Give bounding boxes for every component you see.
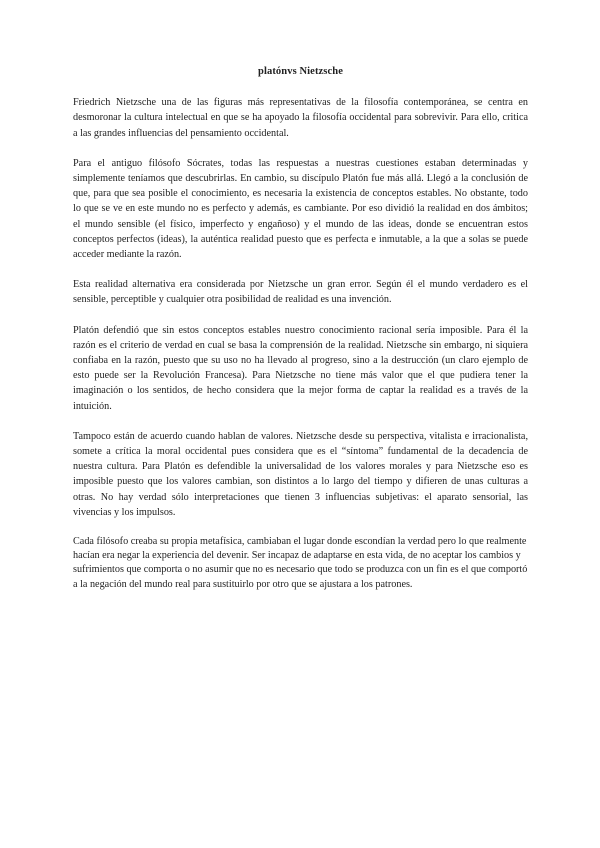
paragraph-5: Tampoco están de acuerdo cuando hablan de valores. Nietzsche desde su perspectiva, vitalista e irracionalista, somete a crítica la moral occidental pues considera que es el “síntoma” fundamental de la decadencia de nuestra cultura. Para Platón es defendible la universalidad de los valores morales y para Nietzsche eso es imposible puesto que los valores cambian, son distintos a lo largo del tiempo y difieren de unas culturas a otras. No hay verdad sólo interpretaciones que tienen 3 influencias subjetivas: el aparato sensorial, las vivencias y los impulsos. — [73, 430, 528, 518]
paragraph-2: Para el antiguo filósofo Sócrates, todas las respuestas a nuestras cuestiones estaban determinadas y simplemente teníamos que descubrirlas. En cambio, su discípulo Platón fue más allá. Llegó a la conclusión de que, para que sea posible el conocimiento, es necesaria la existencia de conceptos estables. No obstante, todo lo que se ve en este mundo no es perfecto y además, es cambiante. Por eso dividió la realidad en dos ámbitos; el mundo sensible (el físico, imperfecto y engañoso) y el mundo de las ideas, donde se encuentran estos conceptos perfectos (ideas), la auténtica realidad puesto que es perfecta e inmutable, a la que a solas se puede acceder mediante la razón. — [73, 157, 528, 261]
paragraph-1: Friedrich Nietzsche una de las figuras más representativas de la filosofía contemporánea, se centra en desmoronar la cultura intelectual en que se ha apoyado la filosofía occidental para sobrevivir. Para ello, critica a las grandes influencias del pensamiento occidental. — [73, 97, 528, 139]
document-body — [73, 64, 528, 607]
paragraph-6: Cada filósofo creaba su propia metafísica, cambiaban el lugar donde escondían la verdad pero lo que realmente hacían era negar la experiencia del devenir. Ser incapaz de adaptarse en esta vida, de no aceptar los cambios y sufrimientos que comporta o no asumir que no es necesario que todo se produzca con un fin es el que comportó a la negación del mundo real para sustituirlo por otro que se ajustara a los patrones. — [73, 536, 528, 590]
paragraph-4: Platón defendió que sin estos conceptos estables nuestro conocimiento racional sería imposible. Para él la razón es el criterio de verdad en cual se basa la comprensión de la realidad. Nietzsche sin embargo, ni siquiera confiaba en la razón, puesto que su uso no ha llevado al progreso, sino a la destrucción (un claro ejemplo de esto puede ser la Revolución Francesa). Para Nietzsche no tiene más valor que el que pudiera tener la imaginación o los sentidos, de hecho considera que la mejor forma de captar la realidad es a través de la intuición. — [73, 324, 528, 412]
paragraph-3: Esta realidad alternativa era considerada por Nietzsche un gran error. Según él el mundo verdadero es el sensible, perceptible y cualquier otra posibilidad de realidad es una invención. — [73, 279, 528, 306]
document-title: platónvs Nietzsche — [258, 66, 343, 77]
